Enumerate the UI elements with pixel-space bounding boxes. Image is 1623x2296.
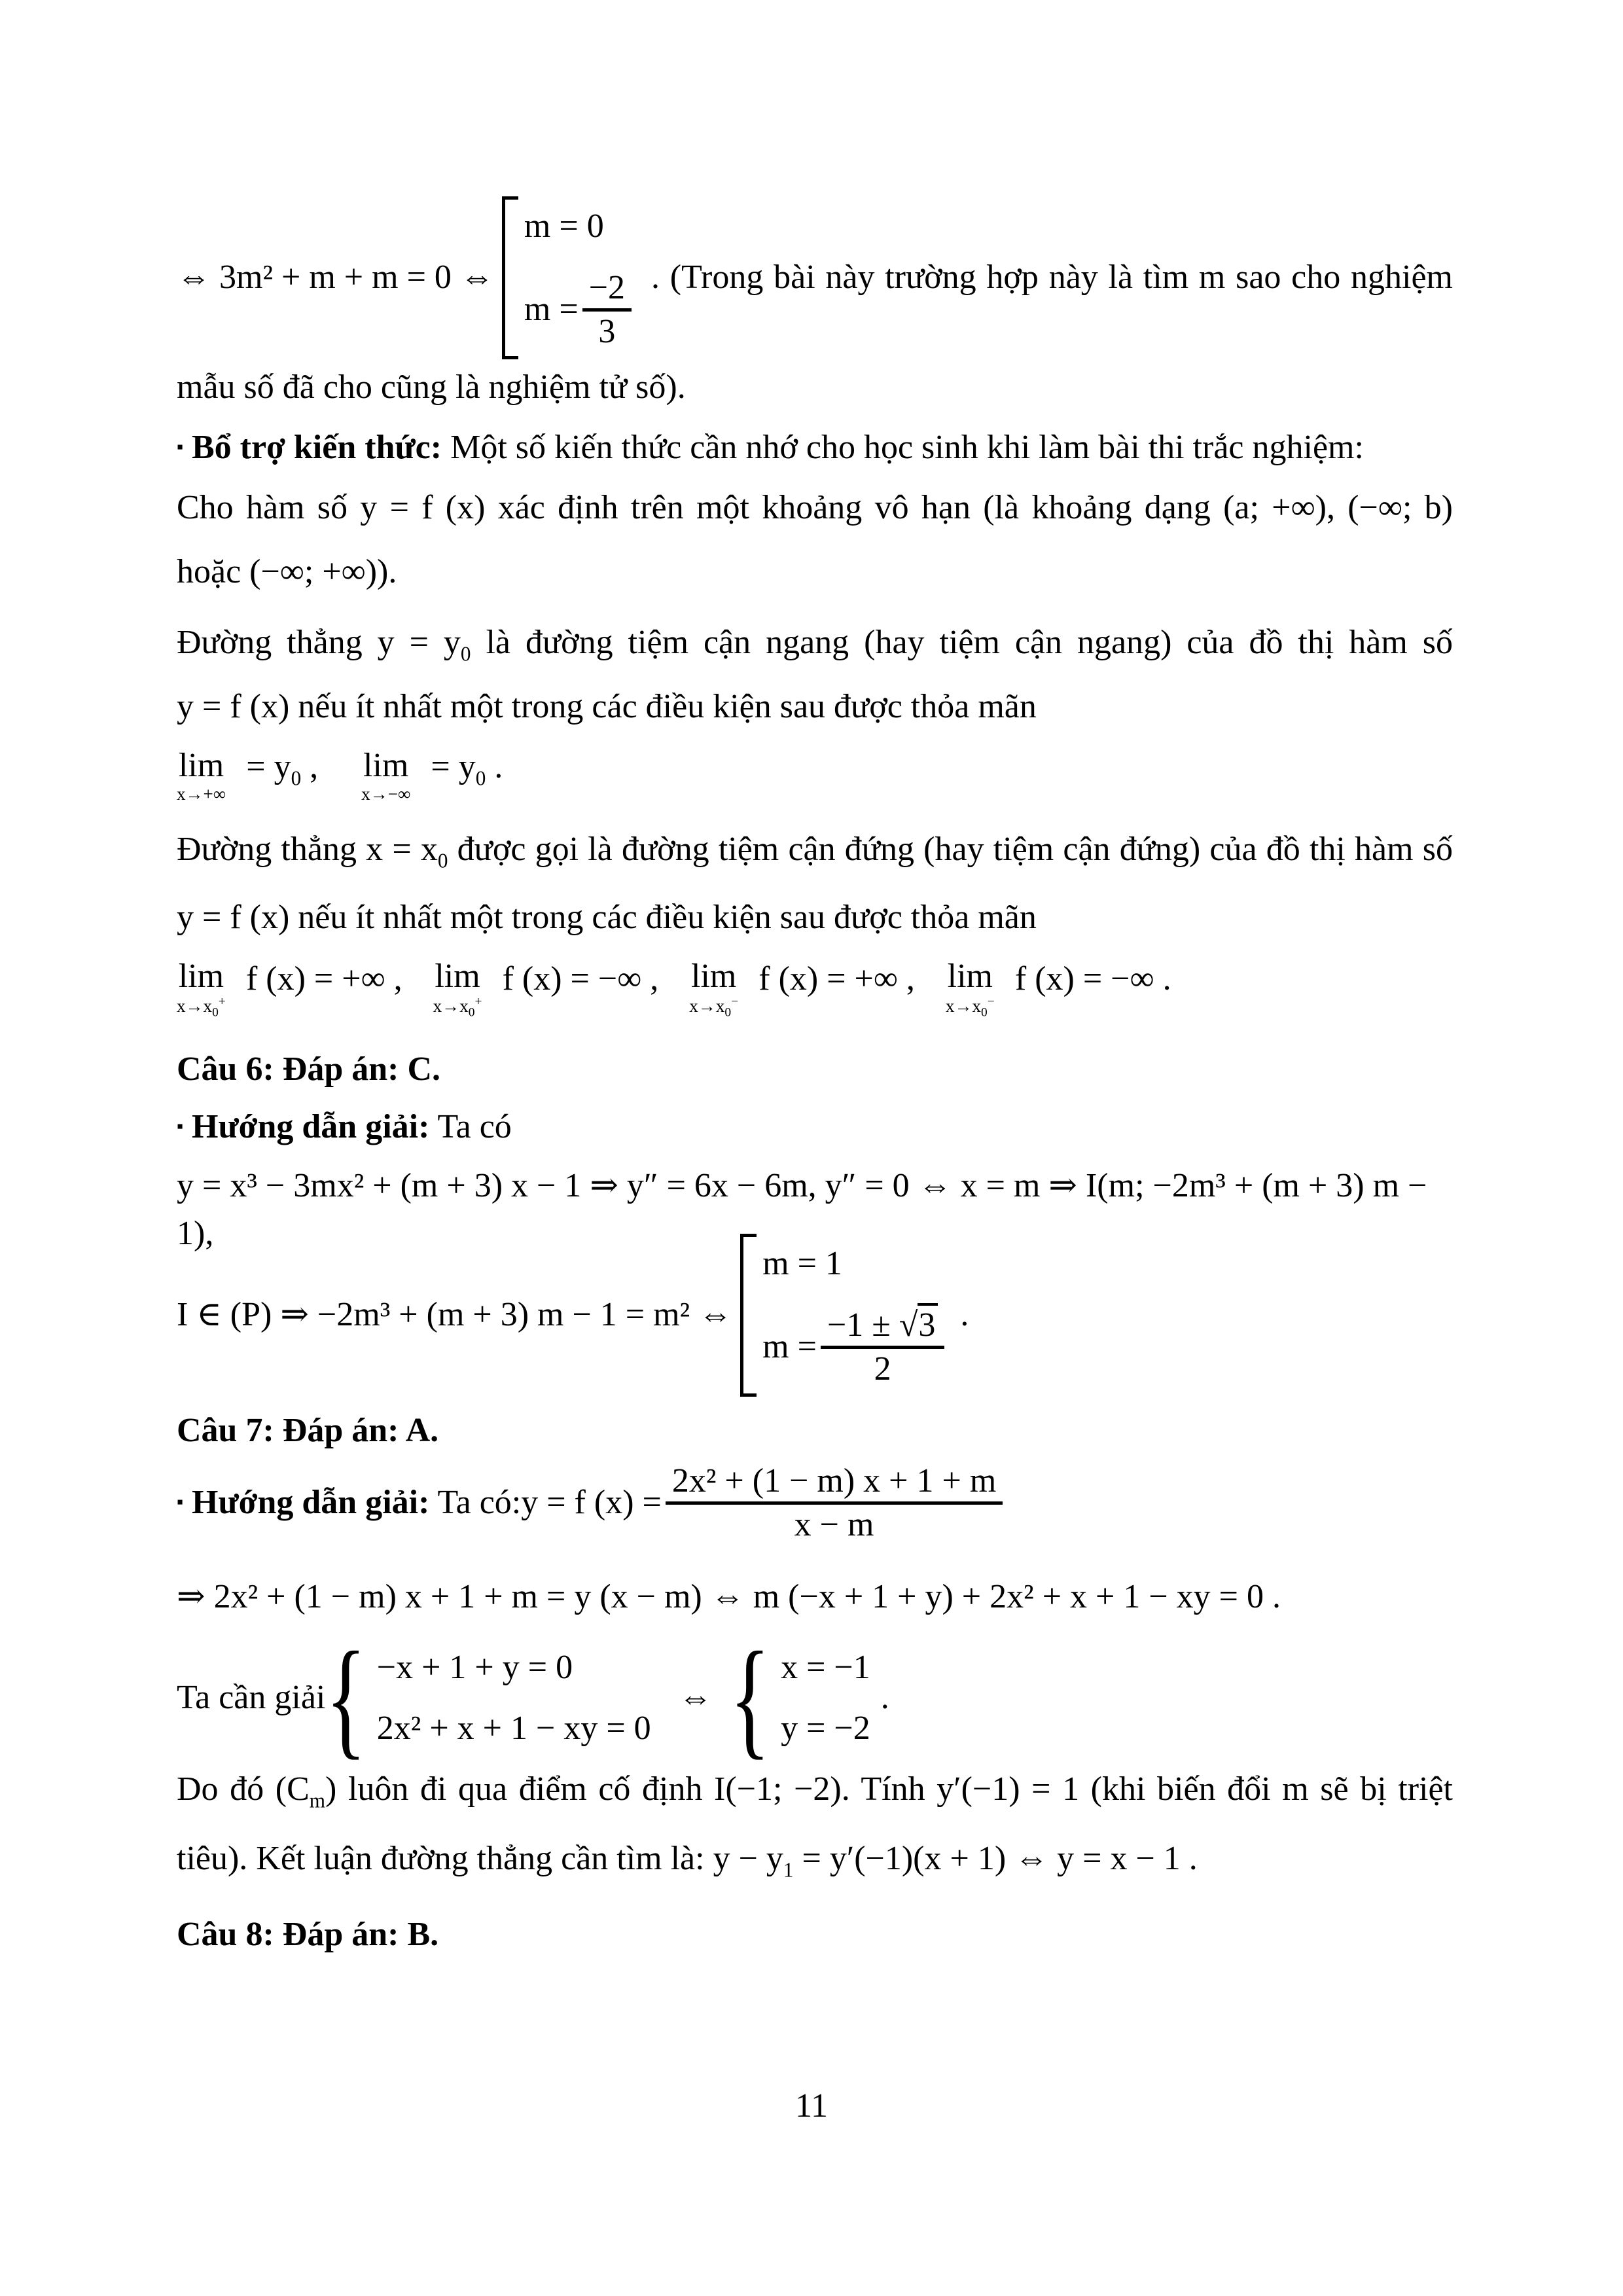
superscript: + (218, 995, 226, 1009)
paragraph-text: Cho hàm số y = f (x) xác định trên một khoảng vô hạn (là khoảng dạng (a; +∞), (−∞; b) (177, 489, 1453, 526)
paragraph-text: . (Trong bài này trường hợp này là tìm m sao cho nghiệm (651, 258, 1453, 296)
paragraph-text: Ta cần giải (177, 1679, 326, 1717)
system-equation: x = −1 (781, 1649, 870, 1686)
paragraph-text: = y′(−1)(x + 1) ⇔ y = x − 1 . (793, 1840, 1198, 1877)
paragraph-text: y = f (x) nếu ít nhất một trong các điều kiện sau được thỏa mãn (177, 688, 1037, 725)
paragraph-text: mẫu số đã cho cũng là nghiệm tử số). (177, 368, 686, 406)
subscript: 0 (212, 1005, 219, 1020)
page-number-text: 11 (794, 2087, 829, 2125)
equation-lead: ⇔ 3m² + m + m = 0 ⇔ (177, 258, 494, 296)
superscript: − (731, 995, 739, 1009)
limit-subscript: x→−∞ (361, 784, 411, 804)
subscript: 0 (291, 766, 302, 790)
subscript: 1 (783, 1858, 794, 1882)
superscript: − (987, 995, 995, 1009)
equation-text: y = x³ − 3mx² + (m + 3) x − 1 ⇒ y″ = 6x − 6m, y″ = 0 ⇔ x = m ⇒ I(m; −2m³ + (m + 3) m − 1), (177, 1167, 1427, 1252)
square-bullet-icon: ▪ (177, 437, 184, 457)
square-bullet-icon: ▪ (177, 1117, 184, 1137)
fraction-numerator: 2x² + (1 − m) x + 1 + m (671, 1462, 997, 1499)
fraction-denominator: x − m (666, 1501, 1003, 1545)
solution-fraction-line (177, 1461, 1453, 1546)
fraction (821, 1305, 944, 1390)
limit-subscript (946, 994, 995, 1021)
lim-word: lim (178, 746, 224, 784)
lim-word: lim (947, 957, 993, 995)
paragraph-text: Một số kiến thức cần nhớ cho học sinh khi làm bài thi trắc nghiệm: (442, 429, 1364, 466)
paragraph-text: Ta có (429, 1108, 512, 1145)
system-equation: −x + 1 + y = 0 (376, 1649, 573, 1686)
subscript: 0 (475, 766, 486, 790)
lim-word: lim (363, 746, 409, 784)
subscript: 0 (980, 1005, 988, 1020)
equation-text: f (x) = −∞ , (502, 960, 659, 997)
equation-text: f (x) = +∞ , (758, 960, 915, 997)
case-line: m = 0 (524, 207, 604, 245)
lim-word: lim (178, 957, 224, 995)
limit-subscript-text: x→x (177, 996, 213, 1016)
subscript: 0 (468, 1005, 475, 1020)
limit-operator (433, 959, 482, 1021)
limit-subscript: x→+∞ (177, 784, 226, 804)
lim-word: lim (435, 957, 480, 995)
system-equation: 2x² + x + 1 − xy = 0 (376, 1709, 651, 1747)
paragraph-text: y = f (x) nếu ít nhất một trong các điều kiện sau được thỏa mãn (177, 899, 1037, 936)
lim-word: lim (691, 957, 737, 995)
superscript: + (474, 995, 482, 1009)
case-lead: m = (524, 291, 579, 329)
fraction (582, 268, 632, 353)
equation-text: f (x) = +∞ , (245, 960, 402, 997)
paragraph-text: Do đó (C (177, 1770, 310, 1808)
fraction-numerator: −2 (588, 268, 626, 306)
paragraph-text: Ta có: (429, 1484, 522, 1522)
equation-text: ⇒ 2x² + (1 − m) x + 1 + m = y (x − m) ⇔ m (−x + 1 + y) + 2x² + x + 1 − xy = 0 . (177, 1578, 1281, 1615)
page-number (0, 2083, 1623, 2130)
square-bullet-icon: ▪ (177, 1492, 184, 1513)
equation-text: . (486, 748, 503, 785)
limit-subscript-text: x→x (433, 996, 469, 1016)
fraction (666, 1461, 1003, 1546)
subscript: 0 (460, 642, 471, 666)
limit-operator (361, 748, 410, 806)
cases-bracket (740, 1234, 952, 1397)
radical-icon: √ (899, 1306, 918, 1344)
equation-cases-line-1 (177, 196, 1453, 359)
paragraph (177, 619, 1453, 668)
limits-line (177, 744, 1453, 806)
paragraph (177, 894, 1453, 942)
case-line: m = 1 (762, 1245, 842, 1282)
paragraph-text: tiêu). Kết luận đường thẳng cần tìm là: y − y (177, 1840, 783, 1877)
paragraph-text: Đường thẳng y = y (177, 624, 461, 661)
paragraph-text: ) luôn đi qua điểm cố định I(−1; −2). Tính y′(−1) = 1 (khi biến đổi m sẽ bị triệt (325, 1770, 1453, 1808)
fraction-denominator: 2 (821, 1346, 944, 1390)
paragraph-text: là đường tiệm cận ngang (hay tiệm cận ngang) của đồ thị hàm số (471, 624, 1453, 661)
equation-text: , (301, 748, 319, 785)
subscript: 0 (437, 849, 448, 872)
limit-operator (946, 959, 995, 1021)
subscript: m (309, 1789, 326, 1812)
sentence-period: . (880, 1679, 889, 1717)
limit-subscript-text: x→x (945, 996, 981, 1016)
equation-text: = y (431, 748, 476, 785)
sentence-period: . (960, 1295, 969, 1333)
equation-text: f (x) = −∞ . (1014, 960, 1171, 997)
equation-text: = y (246, 748, 291, 785)
case-line (524, 268, 635, 353)
answer-heading-text: Câu 8: Đáp án: B. (177, 1916, 439, 1953)
fraction-denominator: 3 (582, 308, 632, 352)
limits-line (177, 956, 1453, 1021)
limit-subscript (433, 994, 482, 1021)
answer-heading (177, 1407, 1453, 1455)
paragraph-text: hoặc (−∞; +∞)). (177, 553, 397, 590)
solution-heading (177, 1103, 1453, 1151)
paragraph (177, 548, 1453, 596)
equation-lead: I ∈ (P) ⇒ −2m³ + (m + 3) m − 1 = m² ⇔ (177, 1295, 733, 1333)
case-line (762, 1305, 948, 1390)
numerator-text: −1 ± (827, 1306, 899, 1344)
equivalence-arrow: ⇔ (678, 1679, 713, 1717)
cases-bracket (502, 196, 639, 359)
fraction-numerator (821, 1305, 944, 1346)
equation-system (781, 1644, 870, 1753)
limit-operator (177, 748, 226, 806)
equation-line (177, 1573, 1453, 1621)
paragraph-text: Đường thẳng x = x (177, 831, 438, 868)
equation-cases-line-2 (177, 1234, 1453, 1397)
limit-subscript-text: x→x (689, 996, 725, 1016)
limit-operator (177, 959, 226, 1021)
bold-label: Bổ trợ kiến thức: (192, 429, 442, 466)
answer-heading-text: Câu 6: Đáp án: C. (177, 1050, 441, 1088)
limit-subscript (177, 994, 226, 1021)
paragraph (177, 1766, 1453, 1815)
paragraph (177, 826, 1453, 875)
case-lead: m = (762, 1328, 817, 1366)
answer-heading (177, 1911, 1453, 1959)
paragraph-text: được gọi là đường tiệm cận đứng (hay tiệm cận đứng) của đồ thị hàm số (448, 831, 1453, 868)
paragraph (177, 484, 1453, 532)
limit-operator (689, 959, 738, 1021)
equation-lead: y = f (x) = (521, 1484, 662, 1522)
subscript: 0 (724, 1005, 732, 1020)
paragraph (177, 1835, 1453, 1884)
bold-label: Hướng dẫn giải: (192, 1108, 430, 1145)
system-equation: y = −2 (781, 1709, 870, 1747)
equation-system (377, 1644, 651, 1753)
paragraph (177, 683, 1453, 731)
bold-label: Hướng dẫn giải: (192, 1484, 430, 1522)
answer-heading-text: Câu 7: Đáp án: A. (177, 1412, 439, 1449)
paragraph (177, 364, 1453, 412)
solution-heading (177, 1479, 521, 1527)
answer-heading (177, 1046, 1453, 1094)
radicand: 3 (918, 1303, 938, 1344)
note-heading (177, 424, 1453, 472)
system-line: Ta cần giải { −x + 1 + y = 0 2x² + x + 1 − xy = 0 ⇔ { x = −1 y = −2 . (177, 1625, 889, 1772)
limit-subscript (689, 994, 738, 1021)
